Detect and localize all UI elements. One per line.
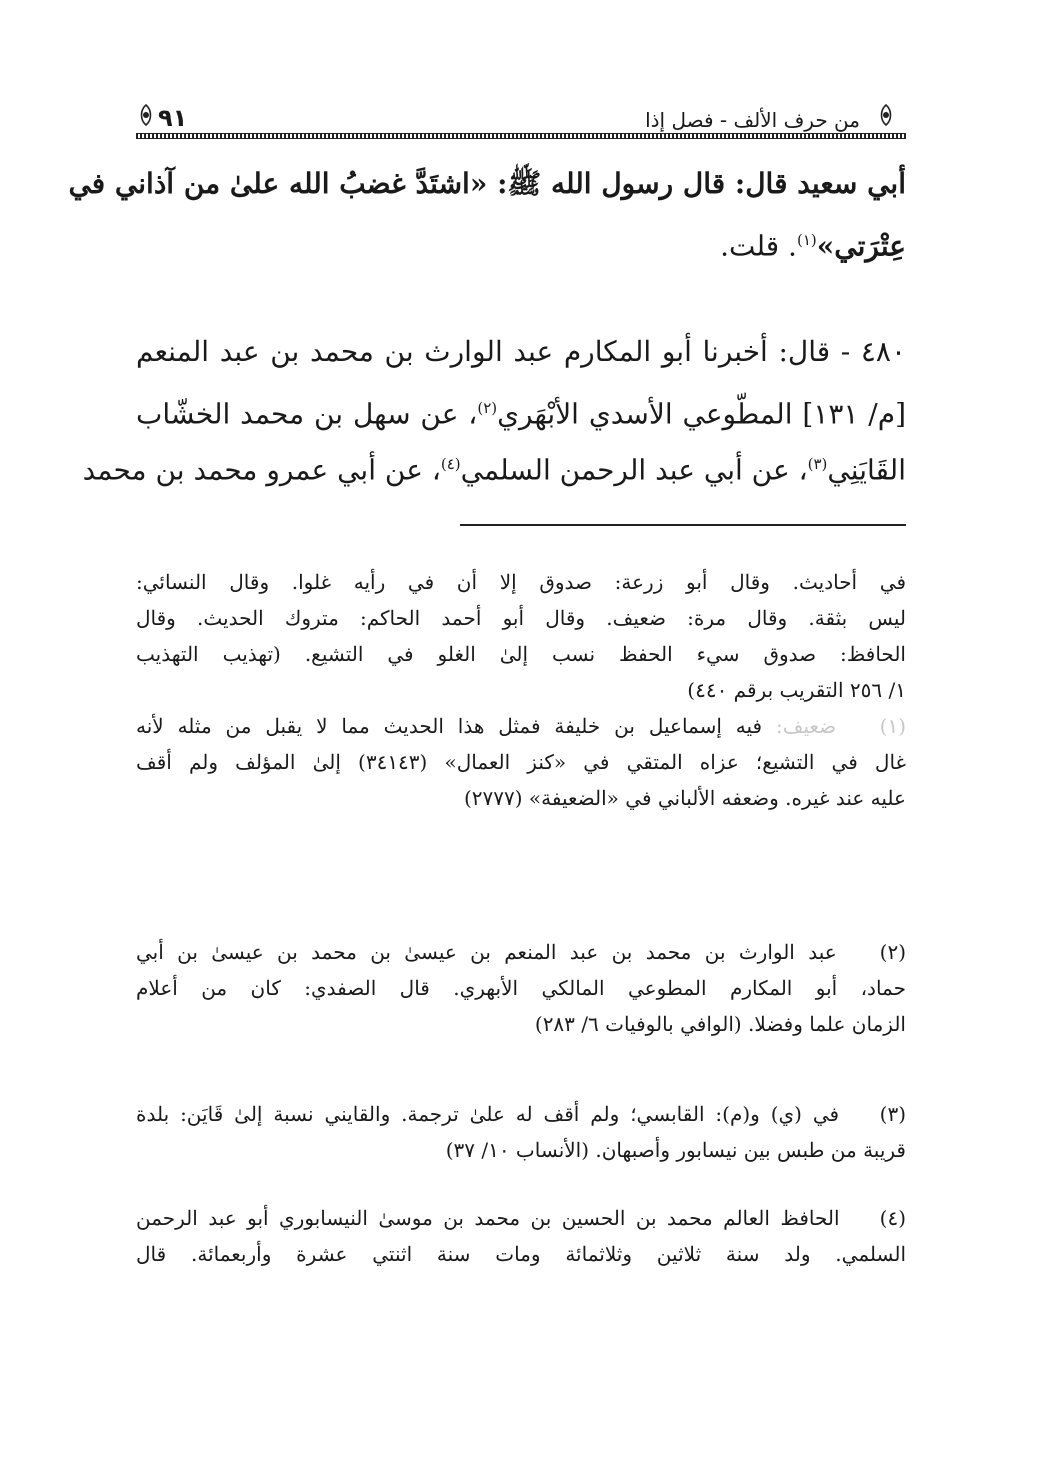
footnote-line — [136, 1200, 906, 1236]
ornament-left-icon — [136, 104, 156, 126]
footnote-ref: (١) — [796, 231, 817, 249]
footnote-marker: (٣) — [879, 1102, 906, 1126]
footnote-fragment: في (ي) و(م): القابسي؛ ولم أقف له علىٰ ترجمة. والقايني نسبة إلىٰ قَايَن: بلدة — [136, 1102, 840, 1126]
page-header — [136, 98, 906, 140]
footnote-line: قريبة من طبس بين نيسابور وأصبهان. (الأنساب ١٠/ ٣٧) — [445, 1138, 906, 1162]
footnote-carryover — [136, 564, 906, 708]
footnote-ref: (٣) — [807, 455, 828, 473]
main-line: أبي سعيد قال: قال رسول الله ﷺ: «اشتَدَّ غضبُ الله علىٰ من آذاني في — [68, 167, 906, 200]
grading-label: ضعيف: — [776, 714, 837, 738]
main-fragment: . قلت. — [720, 229, 797, 263]
footnote-marker: (١) — [879, 714, 907, 738]
footnote-fragment: فيه إسماعيل بن خليفة فمثل هذا الحديث مما لا يقبل من مثله لأنه — [136, 714, 763, 738]
footnote-3 — [136, 1096, 906, 1168]
footnote-marker: (٢) — [879, 940, 907, 964]
main-line: ٤٨٠ - قال: أخبرنا أبو المكارم عبد الوارث بن محمد بن عبد المنعم — [136, 335, 906, 368]
page-number: ٩١ — [158, 104, 188, 132]
footnote-line: الزمان علما وفضلا. (الوافي بالوفيات ٦/ ٢٨٣) — [534, 1012, 906, 1036]
footnote-line — [136, 708, 906, 744]
footnote-line: السلمي. ولد سنة ثلاثين وثلاثمائة ومات سنة اثنتي عشرة وأربعمائة. قال — [136, 1242, 906, 1266]
hadith-end: عِتْرَتي» — [816, 229, 906, 263]
footnote-line: غال في التشيع؛ عزاه المتقي في «كنز العمال» (٣٤١٤٣) إلىٰ المؤلف ولم أقف — [136, 750, 906, 774]
main-line — [136, 380, 906, 436]
main-line — [82, 436, 906, 492]
footnote-line: في أحاديث. وقال أبو زرعة: صدوق إلا أن في رأيه غلوا. وقال النسائي: — [136, 570, 906, 594]
main-fragment: القَايَنِي — [827, 453, 906, 487]
main-fragment: [م/ ١٣١] المطّوعي الأسدي الأبْهَري — [497, 397, 906, 431]
footnote-2 — [136, 934, 906, 1042]
footnote-ref: (٢) — [477, 399, 498, 417]
footnote-line — [136, 934, 906, 970]
footnote-line — [136, 1096, 906, 1132]
footnote-line: حماد، أبو المكارم المطوعي المالكي الأبهري. قال الصفدي: كان من أعلام — [136, 976, 906, 1000]
ornament-right-icon — [876, 104, 896, 126]
footnote-ref: (٤) — [440, 455, 461, 473]
footnote-line: ١/ ٢٥٦ التقريب برقم ٤٤٠) — [687, 678, 906, 702]
footnote-fragment: عبد الوارث بن محمد بن عبد المنعم بن عيسىٰ بن محمد بن عيسىٰ بن أبي — [136, 940, 837, 964]
header-rule — [136, 133, 906, 139]
footnote-line: الحافظ: صدوق سيء الحفظ نسب إلىٰ الغلو في التشيع. (تهذيب التهذيب — [136, 642, 906, 666]
footnote-line: ليس بثقة. وقال مرة: ضعيف. وقال أبو أحمد الحاكم: متروك الحديث. وقال — [136, 606, 906, 630]
main-fragment: ، عن سهل بن محمد الخشّاب — [136, 397, 478, 431]
running-title: من حرف الألف - فصل إذا — [645, 108, 860, 132]
main-text-top — [68, 156, 906, 268]
main-fragment: ، عن أبي عمرو محمد بن محمد — [82, 453, 441, 487]
main-line — [136, 212, 906, 268]
footnote-marker: (٤) — [879, 1206, 907, 1230]
footnote-separator — [460, 524, 906, 526]
main-fragment: ، عن أبي عبد الرحمن السلمي — [460, 453, 808, 487]
footnote-1 — [136, 708, 906, 816]
footnote-4 — [136, 1200, 906, 1272]
main-text-hadith-480 — [82, 324, 906, 492]
footnote-fragment: الحافظ العالم محمد بن الحسين بن محمد بن موسىٰ النيسابوري أبو عبد الرحمن — [136, 1206, 840, 1230]
footnote-line: عليه عند غيره. وضعفه الألباني في «الضعيفة» (٢٧٧٧) — [463, 786, 906, 810]
